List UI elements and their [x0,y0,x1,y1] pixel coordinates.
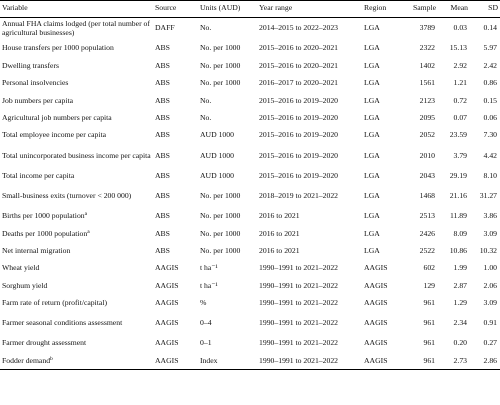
col-header-variable: Variable [0,1,153,18]
cell-units: No. [200,112,212,122]
table-row [0,110,500,127]
cell-year-range: 2015–2016 to 2019–2020 [259,112,339,122]
cell-region: LGA [364,228,380,238]
table-row [0,17,500,40]
table-row [0,127,500,144]
cell-sd: 5.97 [483,43,497,53]
cell-year-range: 2016 to 2021 [259,228,300,238]
cell-mean: 0.20 [453,338,467,348]
table-row [0,75,500,92]
cell-source: ABS [155,190,170,200]
col-header-mean: Mean [438,1,470,18]
cell-units: No. per 1000 [200,60,241,70]
cell-region: LGA [364,112,380,122]
cell-mean: 1.29 [453,298,467,308]
cell-variable: Farmer drought assessment [2,338,87,348]
table-row [0,208,500,225]
table-row [0,352,500,369]
cell-year-range: 1990–1991 to 2021–2022 [259,338,339,348]
cell-units: No. [200,23,212,33]
cell-region: AAGIS [364,318,388,328]
cell-sd: 3.09 [483,228,497,238]
cell-variable: Farm rate of return (profit/capital) [2,298,108,308]
cell-sd: 2.86 [470,352,500,369]
variable-text: Fodder demand [2,355,51,365]
cell-sample: 1402 [419,60,435,70]
cell-sd: 1.00 [483,263,497,273]
header-row [0,1,500,18]
cell-sd: 31.27 [479,190,497,200]
cell-sample: 961 [423,298,435,308]
cell-region: AAGIS [364,280,388,290]
cell-region: LGA [364,211,380,221]
cell-year-range: 2015–2016 to 2020–2021 [259,60,339,70]
cell-sample: 961 [423,338,435,348]
cell-units: No. [200,95,212,105]
footnote-marker: b [50,355,53,362]
cell-year-range: 2015–2016 to 2020–2021 [259,43,339,53]
cell-year-range: 2018–2019 to 2021–2022 [259,190,339,200]
table-row [0,243,500,260]
cell-year-range: 1990–1991 to 2021–2022 [259,298,339,308]
cell-source: AAGIS [155,318,179,328]
cell-region: AAGIS [364,338,388,348]
cell-sd: 2.06 [483,280,497,290]
cell-sample: 2426 [419,228,435,238]
variable-text: Deaths per 1000 population [2,228,88,238]
cell-mean: 10.86 [449,245,467,255]
table-row [0,260,500,277]
cell-units: t ha⁻¹ [200,263,218,273]
cell-units: No. per 1000 [200,43,241,53]
cell-sample: 2095 [419,112,435,122]
cell-year-range: 2016–2017 to 2020–2021 [259,78,339,88]
cell-units: 0–4 [200,318,212,328]
cell-year-range: 2015–2016 to 2019–2020 [259,130,339,140]
cell-variable: Wheat yield [2,263,40,273]
cell-source: ABS [155,112,170,122]
cell-region: AAGIS [364,298,388,308]
cell-source: ABS [155,78,170,88]
cell-sd: 0.27 [483,338,497,348]
cell-region: LGA [364,245,380,255]
cell-variable: Dwelling transfers [2,60,59,70]
cell-units: AUD 1000 [200,170,234,180]
col-header-year-range: Year range [257,1,362,18]
cell-region: LGA [364,95,380,105]
cell-variable: Small-business exits (turnover < 200 000) [2,190,132,200]
cell-units: No. per 1000 [200,190,241,200]
cell-variable: Job numbers per capita [2,95,74,105]
cell-region: LGA [364,150,380,160]
col-header-sd: SD [470,1,500,18]
cell-mean: 2.73 [438,352,470,369]
cell-source: ABS [155,150,170,160]
cell-units: No. per 1000 [200,228,241,238]
cell-units: No. per 1000 [200,245,241,255]
cell-sd: 0.91 [483,318,497,328]
cell-units: AUD 1000 [200,130,234,140]
cell-variable: Farmer seasonal conditions assessment [2,318,123,328]
cell-region: LGA [364,78,380,88]
table-row [0,185,500,208]
cell-variable: Sorghum yield [2,280,48,290]
cell-variable: Total employee income per capita [2,130,107,140]
cell-year-range: 1990–1991 to 2021–2022 [259,280,339,290]
cell-units: 0–1 [200,338,212,348]
col-header-sample: Sample [404,1,438,18]
cell-source: ABS [155,60,170,70]
cell-mean: 8.09 [453,228,467,238]
cell-variable [0,352,153,369]
cell-units: Index [198,352,257,369]
cell-sample: 2010 [419,150,435,160]
cell-sample: 1468 [419,190,435,200]
cell-year-range: 1990–1991 to 2021–2022 [257,352,362,369]
table-row [0,277,500,294]
cell-mean: 15.13 [449,43,467,53]
cell-region: LGA [364,130,380,140]
cell-variable [0,208,153,225]
cell-sample: 1561 [419,78,435,88]
cell-sd: 3.86 [483,211,497,221]
variable-text: Births per 1000 population [2,211,85,221]
cell-year-range: 2015–2016 to 2019–2020 [259,170,339,180]
cell-region: LGA [364,170,380,180]
cell-source: ABS [155,170,170,180]
cell-source: DAFF [155,23,175,33]
cell-mean: 11.89 [449,211,467,221]
cell-year-range: 2016 to 2021 [259,211,300,221]
cell-sd: 7.30 [483,130,497,140]
cell-variable: Agricultural job numbers per capita [2,112,112,122]
cell-source: ABS [155,43,170,53]
cell-source: AAGIS [155,298,179,308]
cell-sd: 3.09 [483,298,497,308]
cell-mean: 2.34 [453,318,467,328]
table-row [0,57,500,74]
cell-sample: 602 [423,263,435,273]
table-row [0,295,500,312]
cell-region: LGA [364,190,380,200]
cell-variable [0,225,153,242]
footnote-marker: a [84,211,88,218]
cell-year-range: 2015–2016 to 2019–2020 [259,95,339,105]
cell-sd: 10.32 [479,245,497,255]
cell-sample: 2513 [419,211,435,221]
cell-region: AAGIS [364,263,388,273]
cell-variable: House transfers per 1000 population [2,43,114,53]
cell-source: ABS [155,95,170,105]
cell-sample: 2123 [419,95,435,105]
table-row [0,225,500,242]
cell-sample: 3789 [419,23,435,33]
cell-sample: 961 [423,318,435,328]
cell-year-range: 2014–2015 to 2022–2023 [259,23,339,33]
cell-source: ABS [155,211,170,221]
cell-units: No. per 1000 [200,211,241,221]
cell-region: AAGIS [362,352,404,369]
cell-mean: 29.19 [449,170,467,180]
cell-sd: 0.86 [483,78,497,88]
cell-mean: 2.87 [453,280,467,290]
cell-region: LGA [364,60,380,70]
cell-variable: Personal insolvencies [2,78,69,88]
cell-mean: 0.72 [453,95,467,105]
cell-mean: 21.16 [449,190,467,200]
cell-sample: 2322 [419,43,435,53]
cell-units: No. per 1000 [200,78,241,88]
table-row [0,144,500,167]
table-row [0,335,500,352]
cell-variable: Total unincorporated business income per capita [2,150,151,160]
cell-mean: 23.59 [449,130,467,140]
cell-source: ABS [155,245,170,255]
cell-year-range: 2015–2016 to 2019–2020 [259,150,339,160]
cell-sd: 0.06 [483,112,497,122]
cell-source: AAGIS [155,263,179,273]
cell-sample: 961 [404,352,438,369]
cell-mean: 2.92 [453,60,467,70]
footnote-marker: a [87,228,90,235]
cell-mean: 3.79 [453,150,467,160]
cell-mean: 1.99 [453,263,467,273]
cell-year-range: 1990–1991 to 2021–2022 [259,318,339,328]
cell-sample: 2052 [419,130,435,140]
cell-mean: 1.21 [453,78,467,88]
table-row [0,167,500,184]
cell-sample: 2043 [419,170,435,180]
col-header-region: Region [362,1,404,18]
cell-variable: Annual FHA claims lodged (per total number of agricultural businesses) [2,19,150,37]
table-row [0,40,500,57]
cell-units: AUD 1000 [200,150,234,160]
cell-source: ABS [155,228,170,238]
cell-sample: 2522 [419,245,435,255]
cell-sample: 129 [423,280,435,290]
col-header-units: Units (AUD) [198,1,257,18]
cell-sd: 8.10 [483,170,497,180]
cell-mean: 0.03 [453,23,467,33]
cell-region: LGA [364,23,380,33]
cell-units: t ha⁻¹ [200,280,218,290]
col-header-source: Source [153,1,198,18]
cell-source: AAGIS [153,352,198,369]
table-row [0,312,500,335]
cell-sd: 4.42 [483,150,497,160]
cell-source: ABS [155,130,170,140]
cell-year-range: 1990–1991 to 2021–2022 [259,263,339,273]
table-row [0,92,500,109]
cell-units: % [200,298,207,308]
cell-sd: 2.42 [483,60,497,70]
cell-year-range: 2016 to 2021 [259,245,300,255]
cell-sd: 0.15 [483,95,497,105]
cell-mean: 0.07 [453,112,467,122]
cell-sd: 0.14 [483,23,497,33]
cell-source: AAGIS [155,280,179,290]
cell-source: AAGIS [155,338,179,348]
cell-variable: Net internal migration [2,245,71,255]
cell-variable: Total income per capita [2,170,75,180]
cell-region: LGA [364,43,380,53]
